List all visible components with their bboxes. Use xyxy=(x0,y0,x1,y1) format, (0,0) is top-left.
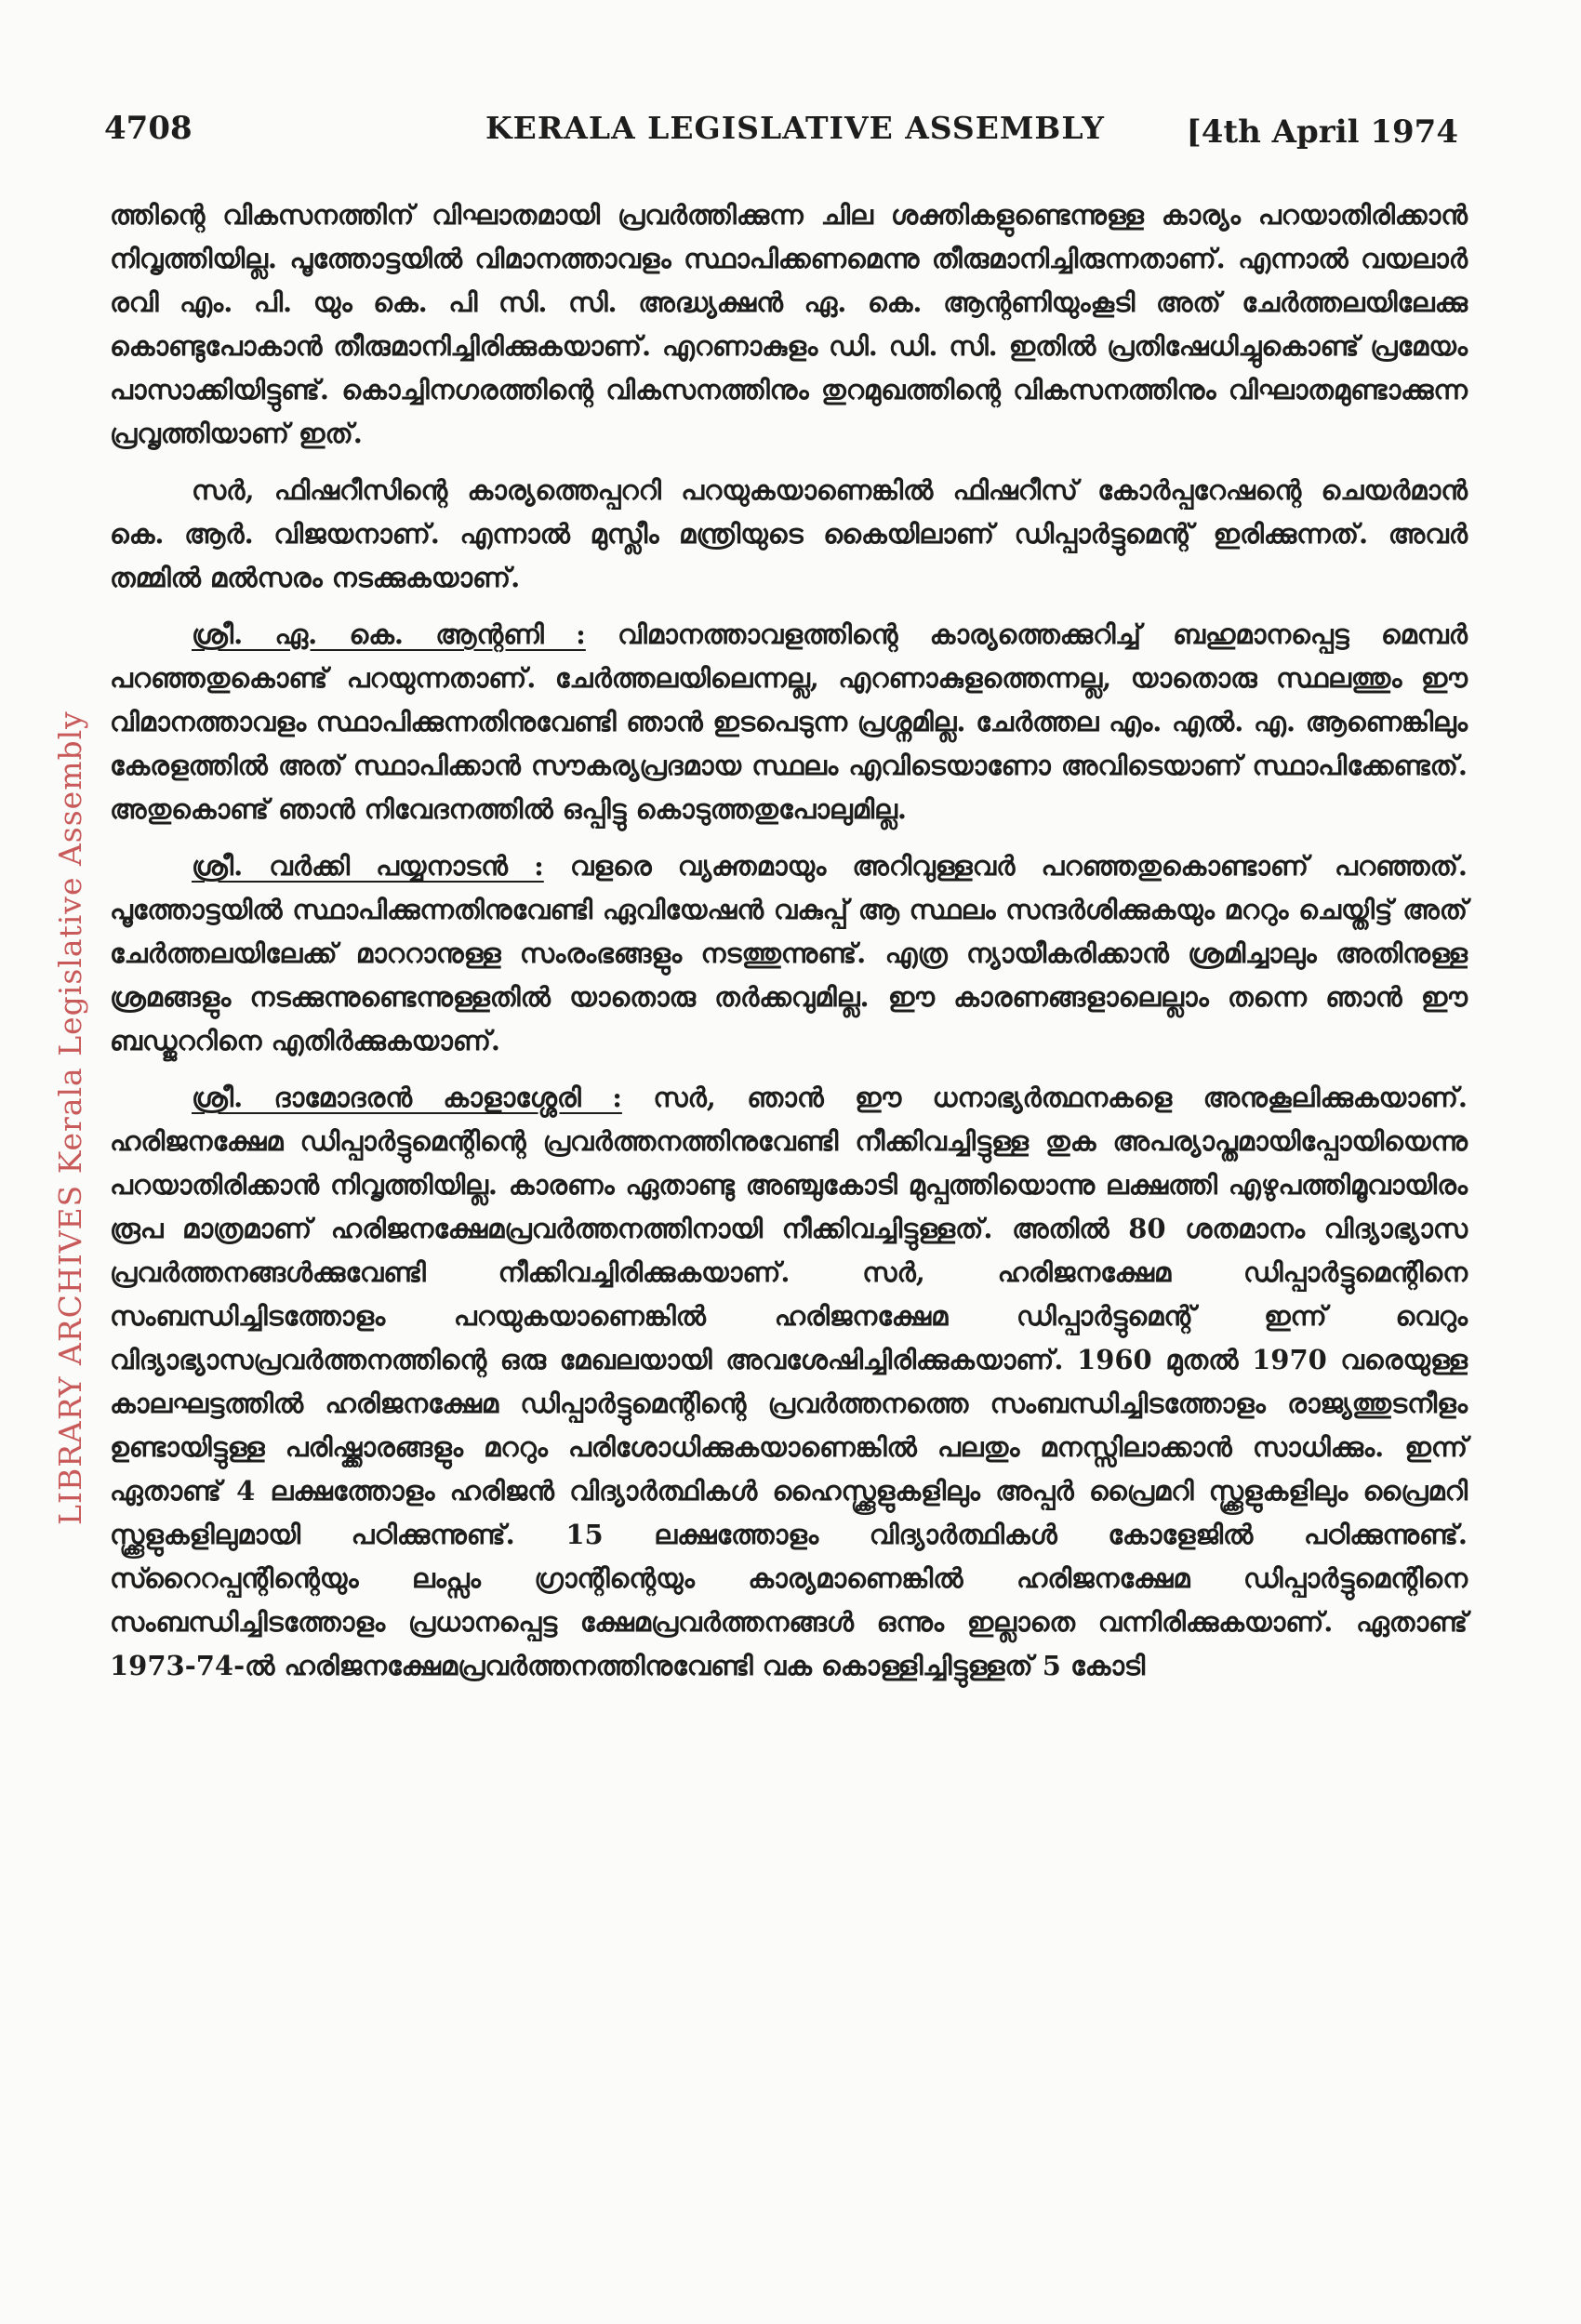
paragraph-1-text: ത്തിന്റെ വികസനത്തിന് വിഘാതമായി പ്രവർത്തിക്കുന്ന ചില ശക്തികളുണ്ടെന്നുള്ള കാര്യം പറയാതിരിക്കാൻ നിവൃത്തിയില്ല. പൂത്തോട്ടയിൽ വിമാനത്താവളം സ്ഥാപിക്കണമെന്നു തീരുമാനിച്ചിരുന്നതാണ്. എന്നാൽ വയലാർ രവി എം. പി. യും കെ. പി സി. സി. അദ്ധ്യക്ഷൻ ഏ. കെ. ആന്റണിയുംകൂടി അത് ചേർത്തലയിലേക്കു കൊണ്ടുപോകാൻ തീരുമാനിച്ചിരിക്കുകയാണ്. എറണാകുളം ഡി. ഡി. സി. ഇതിൽ പ്രതിഷേധിച്ചുകൊണ്ട് പ്രമേയം പാസാക്കിയിട്ടുണ്ട്. കൊച്ചിനഗരത്തിന്റെ വികസനത്തിനും തുറമുഖത്തിന്റെ വികസനത്തിനും വിഘാതമുണ്ടാക്കുന്ന പ്രവൃത്തിയാണ് ഇത്. xyxy=(110,199,1468,449)
speaker-name: ശ്രീ. ദാമോദരൻ കാളാശ്ശേരി : xyxy=(192,1082,622,1113)
speech-varkey xyxy=(110,844,1468,1063)
page-header xyxy=(104,110,1458,166)
speech-antony xyxy=(110,613,1468,831)
paragraph-2-text: സർ, ഫിഷറീസിന്റെ കാര്യത്തെപ്പററി പറയുകയാണെങ്കിൽ ഫിഷറീസ് കോർപ്പറേഷന്റെ ചെയർമാൻ കെ. ആർ. വിജയനാണ്. എന്നാൽ മുസ്ലീം മന്ത്രിയുടെ കൈയിലാണ് ഡിപ്പാർട്ടുമെന്റ് ഇരിക്കുന്നത്. അവർ തമ്മിൽ മൽസരം നടക്കുകയാണ്. xyxy=(110,474,1468,593)
speech-text: വളരെ വ്യക്തമായും അറിവുള്ളവർ പറഞ്ഞതുകൊണ്ടാണ് പറഞ്ഞത്. പൂത്തോട്ടയിൽ സ്ഥാപിക്കുന്നതിനുവേണ്ടി ഏവിയേഷൻ വകുപ്പ് ആ സ്ഥലം സന്ദർശിക്കുകയും മററും ചെയ്തിട്ട് അത് ചേർത്തലയിലേക്ക് മാററാനുള്ള സംരംഭങ്ങളും നടത്തുന്നുണ്ട്. എത്ര ന്യായീകരിക്കാൻ ശ്രമിച്ചാലും അതിനുള്ള ശ്രമങ്ങളും നടക്കുന്നുണ്ടെന്നുള്ളതിൽ യാതൊരു തർക്കവുമില്ല. ഈ കാരണങ്ങളാലെല്ലാം തന്നെ ഞാൻ ഈ ബഡ്ജററിനെ എതിർക്കുകയാണ്. xyxy=(110,850,1468,1056)
paragraph-2 xyxy=(110,469,1468,600)
session-date: [4th April 1974 xyxy=(1186,113,1458,151)
archive-stamp: LIBRARY ARCHIVES Kerala Legislative Assembly xyxy=(52,710,88,1525)
running-title: KERALA LEGISLATIVE ASSEMBLY xyxy=(485,110,1105,146)
proceedings-text xyxy=(110,193,1468,1701)
speech-text: വിമാനത്താവളത്തിന്റെ കാര്യത്തെക്കുറിച്ച് ബഹുമാനപ്പെട്ട മെമ്പർ പറഞ്ഞതുകൊണ്ട് പറയുന്നതാണ്. ചേർത്തലയിലെന്നല്ല, എറണാകുളത്തെന്നല്ല, യാതൊരു സ്ഥലത്തും ഈ വിമാനത്താവളം സ്ഥാപിക്കുന്നതിനുവേണ്ടി ഞാൻ ഇടപെടുന്ന പ്രശ്നമില്ല. ചേർത്തല എം. എൽ. എ. ആണെങ്കിലും കേരളത്തിൽ അത് സ്ഥാപിക്കാൻ സൗകര്യപ്രദമായ സ്ഥലം എവിടെയാണോ അവിടെയാണ് സ്ഥാപിക്കേണ്ടത്. അതുകൊണ്ട് ഞാൻ നിവേദനത്തിൽ ഒപ്പിട്ടു കൊടുത്തതുപോലുമില്ല. xyxy=(110,618,1468,825)
speech-damodaran xyxy=(110,1076,1468,1688)
speaker-name: ശ്രീ. വർക്കി പയ്യനാടൻ : xyxy=(192,850,544,882)
paragraph-1 xyxy=(110,193,1468,456)
speaker-name: ശ്രീ. ഏ. കെ. ആന്റണി : xyxy=(192,618,586,650)
speech-text: സർ, ഞാൻ ഈ ധനാഭ്യർത്ഥനകളെ അനുകൂലിക്കുകയാണ്. ഹരിജനക്ഷേമ ഡിപ്പാർട്ടുമെന്റിന്റെ പ്രവർത്തനത്തിനുവേണ്ടി നീക്കിവച്ചിട്ടുള്ള തുക അപര്യാപ്തമായിപ്പോയിയെന്നു പറയാതിരിക്കാൻ നിവൃത്തിയില്ല. കാരണം ഏതാണ്ടു അഞ്ചുകോടി മുപ്പത്തിയൊന്നു ലക്ഷത്തി എഴുപത്തിമൂവായിരം രൂപ മാത്രമാണ് ഹരിജനക്ഷേമപ്രവർത്തനത്തിനായി നീക്കിവച്ചിട്ടുള്ളത്. അതിൽ 80 ശതമാനം വിദ്യാഭ്യാസ പ്രവർത്തനങ്ങൾക്കുവേണ്ടി നീക്കിവച്ചിരിക്കുകയാണ്. സർ, ഹരിജനക്ഷേമ ഡിപ്പാർട്ടുമെന്റിനെ സംബന്ധിച്ചിടത്തോളം പറയുകയാണെങ്കിൽ ഹരിജനക്ഷേമ ഡിപ്പാർട്ടുമെന്റ് ഇന്ന് വെറും വിദ്യാഭ്യാസപ്രവർത്തനത്തിന്റെ ഒരു മേഖലയായി അവശേഷിച്ചിരിക്കുകയാണ്. 1960 മുതൽ 1970 വരെയുള്ള കാലഘട്ടത്തിൽ ഹരിജനക്ഷേമ ഡിപ്പാർട്ടുമെന്റിന്റെ പ്രവർത്തനത്തെ സംബന്ധിച്ചിടത്തോളം രാജ്യത്തുടനീളം ഉണ്ടായിട്ടുള്ള പരിഷ്ക്കാരങ്ങളും മററും പരിശോധിക്കുകയാണെങ്കിൽ പലതും മനസ്സിലാക്കാൻ സാധിക്കും. ഇന്ന് ഏതാണ്ട് 4 ലക്ഷത്തോളം ഹരിജൻ വിദ്യാർത്ഥികൾ ഹൈസ്ക്കൂളുകളിലും അപ്പർ പ്രൈമറി സ്ക്കൂളുകളിലും പ്രൈമറി സ്ക്കൂളുകളിലുമായി പഠിക്കുന്നുണ്ട്. 15 ലക്ഷത്തോളം വിദ്യാർത്ഥികൾ കോളേജിൽ പഠിക്കുന്നുണ്ട്. സ്റൈറപ്പന്റിന്റെയും ലംപ്സം ഗ്രാന്റിന്റെയും കാര്യമാണെങ്കിൽ ഹരിജനക്ഷേമ ഡിപ്പാർട്ടുമെന്റിനെ സംബന്ധിച്ചിടത്തോളം പ്രധാനപ്പെട്ട ക്ഷേമപ്രവർത്തനങ്ങൾ ഒന്നും ഇല്ലാതെ വന്നിരിക്കുകയാണ്. ഏതാണ്ട് 1973-74-ൽ ഹരിജനക്ഷേമപ്രവർത്തനത്തിനുവേണ്ടി വക കൊള്ളിച്ചിട്ടുള്ളത് 5 കോടി xyxy=(110,1082,1468,1681)
page-number: 4708 xyxy=(104,110,193,147)
